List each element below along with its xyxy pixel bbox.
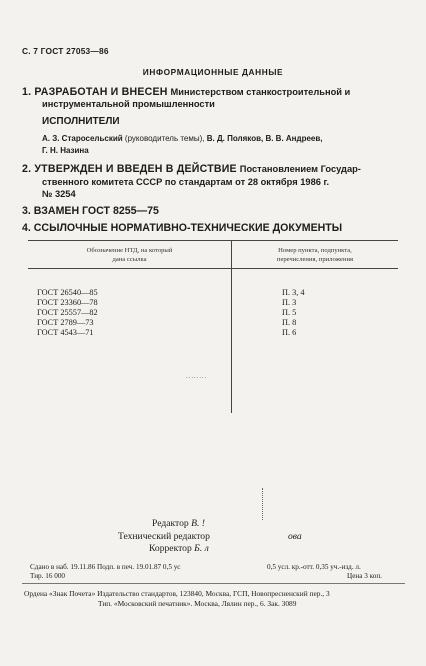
publisher-line: Ордена «Знак Почета» Издательство стандартов, 123840, Москва, ГСП, Новопресненский пер., 3	[24, 589, 330, 598]
section-2-continuation-2: № 3254	[42, 189, 76, 199]
imprint-line-2-left: Тир. 16 000	[30, 572, 66, 580]
tech-editor-name: ова	[288, 531, 302, 542]
col-doc-header	[28, 241, 232, 269]
tech-editor-line	[118, 531, 210, 542]
corrector-name: Б. л	[194, 543, 209, 554]
section-1-lead: 1. РАЗРАБОТАН И ВНЕСЕН	[22, 86, 168, 98]
editor-line	[152, 518, 205, 529]
corrector-line	[149, 543, 209, 554]
imprint-line-1-right: 0,5 усл. кр.-отт. 0,35 уч.-изд. л.	[267, 563, 361, 571]
section-2	[22, 163, 361, 175]
corrector-label: Корректор	[149, 543, 192, 554]
table-row-ref: П. 8	[282, 318, 297, 327]
performers-line-2	[42, 146, 89, 155]
col-ref-header-line-2: перечисления, приложения	[276, 256, 354, 263]
editor-name: В. !	[191, 518, 205, 529]
col-ref-header	[232, 241, 399, 269]
ref-column	[232, 269, 399, 414]
printer-line: Тип. «Московский печатник». Москва, Лялин пер., 6. Зак. 3089	[98, 599, 297, 608]
reference-table-header	[28, 241, 398, 269]
table-row-doc: ГОСТ 26540—85	[37, 288, 98, 297]
tech-editor-name-fragment	[288, 531, 302, 542]
table-row-doc: ГОСТ 23360—78	[37, 298, 98, 307]
editor-label: Редактор	[152, 518, 189, 529]
doc-column	[28, 269, 232, 414]
table-row-ref: П. 6	[282, 328, 297, 337]
section-4: 4. ССЫЛОЧНЫЕ НОРМАТИВНО-ТЕХНИЧЕСКИЕ ДОКУМЕНТЫ	[22, 222, 343, 234]
dotted-separator: ........	[186, 374, 208, 380]
page-header: С. 7 ГОСТ 27053—86	[22, 46, 109, 56]
performers-line-1	[42, 134, 323, 143]
section-2-lead: 2. УТВЕРЖДЕН И ВВЕДЕН В ДЕЙСТВИЕ	[22, 163, 237, 175]
tech-editor-label: Технический редактор	[118, 531, 210, 542]
section-3: 3. ВЗАМЕН ГОСТ 8255—75	[22, 205, 159, 217]
section-1-text: Министерством станкостроительной и	[170, 87, 351, 97]
imprint-line-2-right: Цена 3 коп.	[347, 572, 382, 580]
table-row-doc: ГОСТ 25557—82	[37, 308, 98, 317]
table-row-ref: П. 5	[282, 308, 297, 317]
document-title: ИНФОРМАЦИОННЫЕ ДАННЫЕ	[142, 67, 284, 77]
table-row-ref: П. 3	[282, 298, 297, 307]
table-row-ref: П. 3, 4	[282, 288, 305, 297]
reference-table-body	[28, 269, 398, 414]
col-ref-header-line-1: Номер пункта, подпункта,	[278, 247, 352, 254]
col-doc-header-line-2: дана ссылка	[112, 256, 147, 263]
imprint-line-1-left: Сдано в наб. 19.11.86 Подп. в печ. 19.01.87 0,5 ус	[30, 563, 181, 571]
section-1	[22, 86, 350, 98]
reference-table	[28, 240, 398, 413]
section-2-text: Постановлением Государ-	[239, 164, 361, 174]
performer-role: (руководитель темы),	[122, 134, 207, 143]
performers-title: ИСПОЛНИТЕЛИ	[42, 116, 120, 127]
section-2-continuation-1: ственного комитета СССР по стандартам от 28 октября 1986 г.	[42, 177, 330, 187]
col-doc-header-line-1: Обозначение НТД, на который	[86, 247, 173, 254]
performer-lead-name: А. З. Старосельский	[42, 134, 123, 143]
performer-name-last: Г. Н. Назина	[42, 146, 89, 155]
table-row-doc: ГОСТ 4543—71	[37, 328, 94, 337]
footer-divider	[22, 583, 405, 584]
table-row-doc: ГОСТ 2789—73	[37, 318, 94, 327]
section-1-continuation: инструментальной промышленности	[42, 99, 215, 109]
performer-names: В. Д. Поляков, В. В. Андреев,	[206, 134, 323, 143]
scan-mark	[262, 488, 264, 520]
